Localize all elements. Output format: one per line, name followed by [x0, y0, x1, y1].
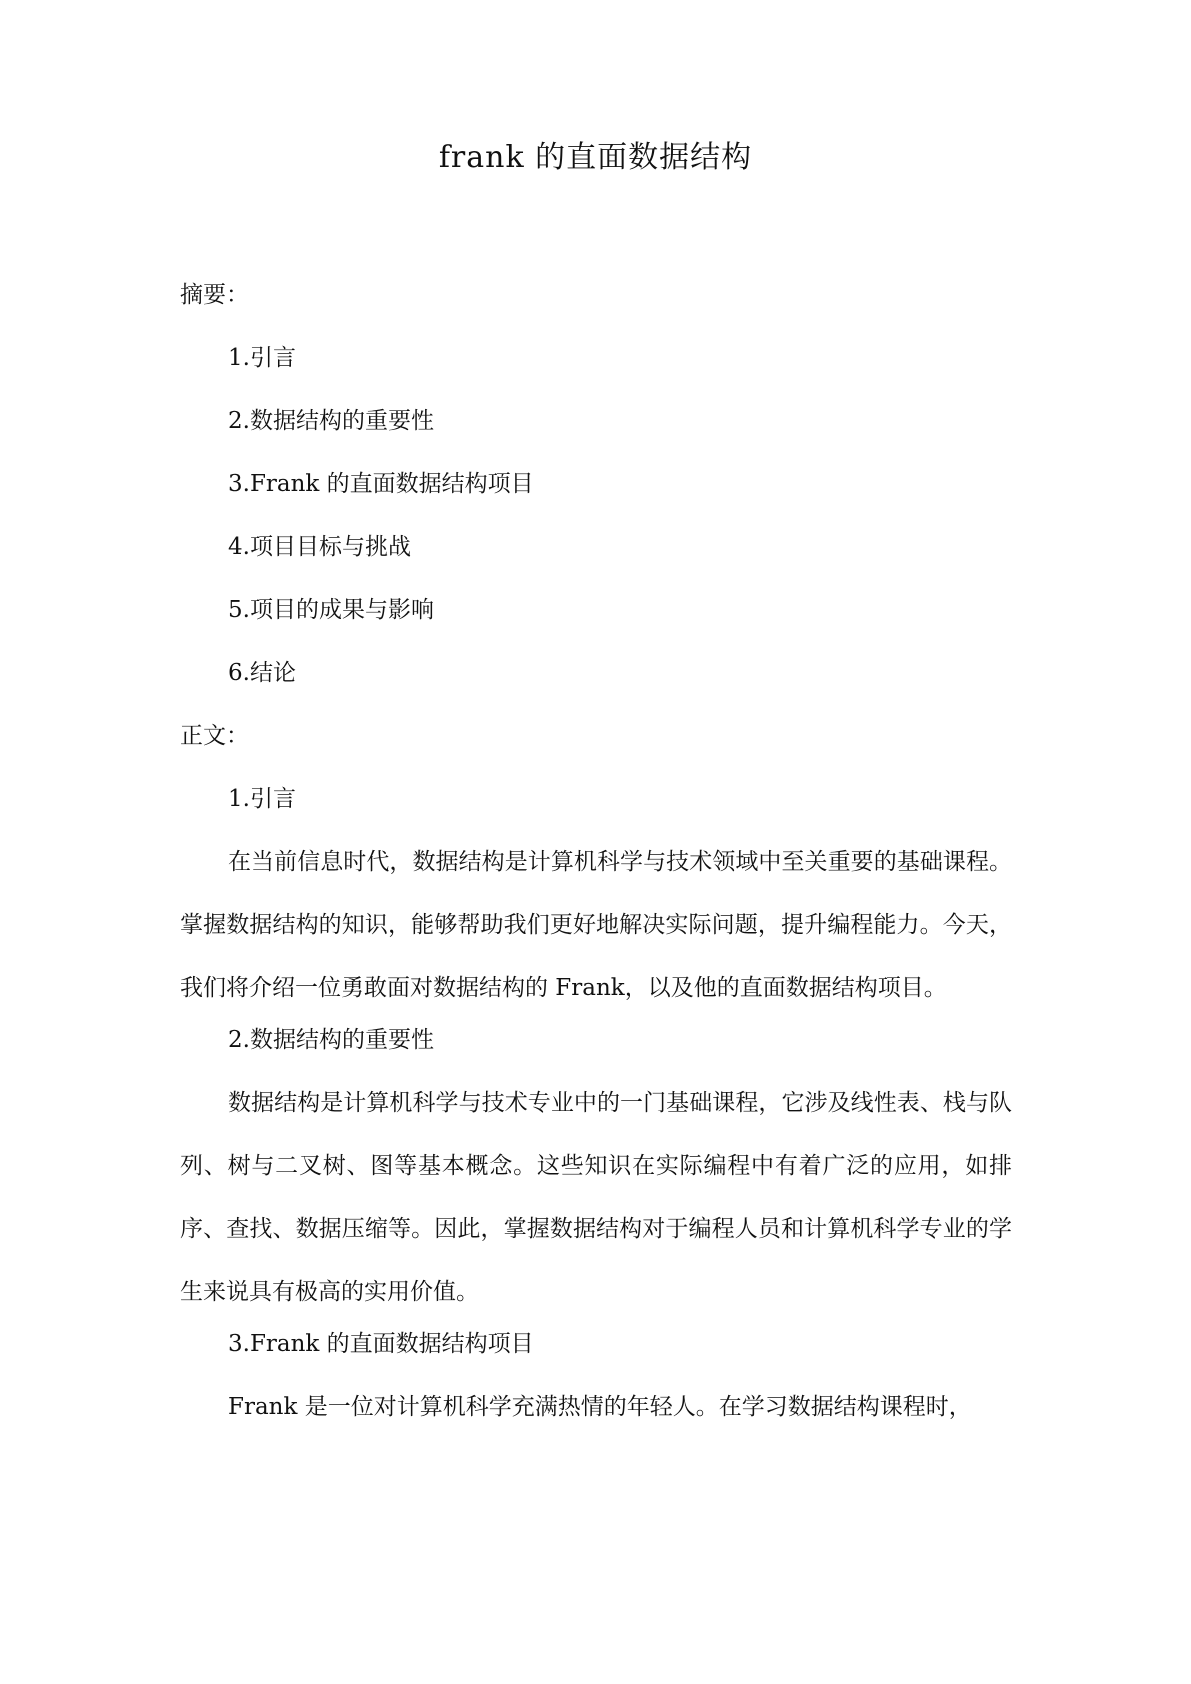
abstract-item: 2.数据结构的重要性 [228, 408, 434, 434]
abstract-heading: 摘要： [180, 282, 249, 308]
section-paragraph: Frank 是一位对计算机科学充满热情的年轻人。在学习数据结构课程时， [228, 1394, 972, 1420]
body-heading: 正文： [180, 723, 249, 749]
document-body [180, 275, 1012, 1450]
section-paragraph: 数据结构是计算机科学与技术专业中的一门基础课程，它涉及线性表、栈与队列、树与二叉树、图等基本概念。这些知识在实际编程中有着广泛的应用，如排序、查找、数据压缩等。因此，掌握数据结构对于编程人员和计算机科学专业的学生来说具有极高的实用价值。 [180, 1090, 1012, 1305]
abstract-item: 4.项目目标与挑战 [228, 534, 411, 560]
abstract-item: 6.结论 [228, 660, 296, 686]
document-title: frank 的直面数据结构 [438, 140, 753, 175]
section-heading: 3.Frank 的直面数据结构项目 [228, 1331, 534, 1357]
section-heading: 1.引言 [228, 786, 296, 812]
abstract-item: 1.引言 [228, 345, 296, 371]
abstract-item: 3.Frank 的直面数据结构项目 [228, 471, 534, 497]
abstract-item: 5.项目的成果与影响 [228, 597, 434, 623]
section-paragraph: 在当前信息时代，数据结构是计算机科学与技术领域中至关重要的基础课程。掌握数据结构的知识，能够帮助我们更好地解决实际问题，提升编程能力。今天，我们将介绍一位勇敢面对数据结构的 Frank，以及他的直面数据结构项目。 [180, 849, 1012, 1001]
section-heading: 2.数据结构的重要性 [228, 1027, 434, 1053]
